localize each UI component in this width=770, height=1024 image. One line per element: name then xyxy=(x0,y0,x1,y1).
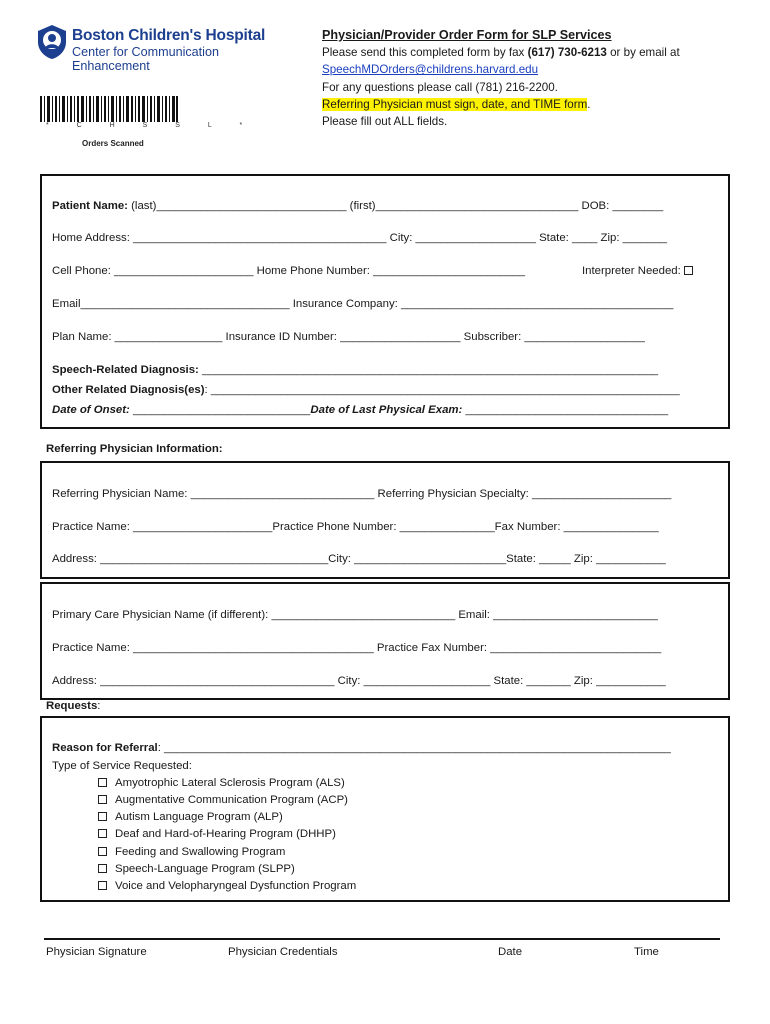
interpreter-label: Interpreter Needed: xyxy=(582,265,681,277)
requests-colon: : xyxy=(97,700,101,712)
service-option-voice[interactable] xyxy=(98,880,356,892)
signature-line[interactable] xyxy=(44,938,720,940)
department-line-1: Center for Communication xyxy=(72,45,219,59)
referring-practice-row[interactable]: Practice Name: ______________________Practice Phone Number: _______________Fax Number: _______________ xyxy=(52,521,659,533)
service-checkbox[interactable] xyxy=(98,847,107,856)
speech-diagnosis-row[interactable] xyxy=(52,364,658,376)
service-checkbox[interactable] xyxy=(98,795,107,804)
requests-label: Requests xyxy=(46,700,98,712)
date-of-onset-line[interactable]: ____________________________ xyxy=(129,404,311,416)
other-diagnosis-line[interactable]: : __________________________________________________________________________ xyxy=(204,384,680,396)
referring-section-title: Referring Physician Information: xyxy=(46,443,223,455)
patient-name-label: Patient Name: xyxy=(52,200,128,212)
plan-row[interactable]: Plan Name: _________________ Insurance ID Number: ___________________ Subscriber: ___________________ xyxy=(52,331,645,343)
service-option-dhhp[interactable] xyxy=(98,828,336,840)
email-insurance-row[interactable]: Email_________________________________ Insurance Company: ___________________________________________ xyxy=(52,298,674,310)
service-option-feeding[interactable] xyxy=(98,846,285,858)
patient-name-fields[interactable]: (last)______________________________ (first)________________________________ DOB: ________ xyxy=(127,200,664,212)
form-title: Physician/Provider Order Form for SLP Services xyxy=(322,28,612,42)
speech-diagnosis-label: Speech-Related Diagnosis: xyxy=(52,364,199,376)
time-label: Time xyxy=(634,946,659,958)
other-diagnosis-label: Other Related Diagnosis(es) xyxy=(52,384,205,396)
service-label: Deaf and Hard-of-Hearing Program (DHHP) xyxy=(115,828,336,840)
fill-all-note: Please fill out ALL fields. xyxy=(322,115,448,129)
service-checkbox[interactable] xyxy=(98,829,107,838)
orders-scanned-caption: Orders Scanned xyxy=(82,139,144,148)
service-label: Autism Language Program (ALP) xyxy=(115,811,283,823)
reason-row[interactable] xyxy=(52,742,671,754)
service-checkbox[interactable] xyxy=(98,812,107,821)
form-header xyxy=(322,27,762,130)
barcode-digits: * C H S S L * xyxy=(46,122,256,129)
reason-line[interactable]: : ________________________________________________________________________________ xyxy=(157,742,671,754)
service-label: Voice and Velopharyngeal Dysfunction Program xyxy=(115,880,357,892)
reason-label: Reason for Referral xyxy=(52,742,158,754)
service-label: Amyotrophic Lateral Sclerosis Program (ALS) xyxy=(115,777,345,789)
phone-line: For any questions please call (781) 216-2200. xyxy=(322,80,558,94)
date-label: Date xyxy=(498,946,523,958)
fax-suffix: or by email at xyxy=(606,46,680,60)
signature-requirement-end: . xyxy=(587,97,591,111)
service-label: Augmentative Communication Program (ACP) xyxy=(115,794,348,806)
physician-signature-label: Physician Signature xyxy=(46,946,147,958)
service-option-slpp[interactable] xyxy=(98,863,295,875)
pcp-name-row[interactable]: Primary Care Physician Name (if different): _____________________________ Email: __________________________ xyxy=(52,609,658,621)
service-option-acp[interactable] xyxy=(98,794,348,806)
other-diagnosis-row[interactable] xyxy=(52,384,680,396)
service-option-alp[interactable] xyxy=(98,811,283,823)
order-email-link[interactable]: SpeechMDOrders@childrens.harvard.edu xyxy=(322,63,539,77)
fax-instructions xyxy=(322,44,762,61)
service-label: Speech-Language Program (SLPP) xyxy=(115,863,295,875)
referring-address-row[interactable]: Address: ____________________________________City: ________________________State: _____ Zip: ___________ xyxy=(52,553,666,565)
hospital-seal-icon xyxy=(36,24,68,60)
physician-credentials-label: Physician Credentials xyxy=(228,946,338,958)
referring-name-row[interactable]: Referring Physician Name: _____________________________ Referring Physician Specialty: ______________________ xyxy=(52,488,672,500)
barcode-icon xyxy=(40,96,178,122)
interpreter-needed[interactable] xyxy=(582,265,693,277)
service-label: Feeding and Swallowing Program xyxy=(115,846,286,858)
department-line-2: Enhancement xyxy=(72,59,150,73)
service-type-label: Type of Service Requested: xyxy=(52,760,192,772)
pcp-address-row[interactable]: Address: _____________________________________ City: ____________________ State: _______ Zip: ___________ xyxy=(52,675,666,687)
onset-exam-row[interactable] xyxy=(52,404,668,416)
service-checkbox[interactable] xyxy=(98,778,107,787)
interpreter-checkbox[interactable] xyxy=(684,266,693,275)
requests-section-title xyxy=(46,700,100,712)
hospital-name: Boston Children's Hospital xyxy=(72,27,266,44)
last-exam-label: Date of Last Physical Exam: xyxy=(310,404,463,416)
pcp-practice-row[interactable]: Practice Name: ______________________________________ Practice Fax Number: ___________________________ xyxy=(52,642,662,654)
fax-prefix: Please send this completed form by fax xyxy=(322,46,528,60)
hospital-logo xyxy=(36,24,266,74)
service-checkbox[interactable] xyxy=(98,881,107,890)
patient-name-row[interactable] xyxy=(52,200,663,212)
fax-number: (617) 730-6213 xyxy=(527,46,607,60)
service-checkbox[interactable] xyxy=(98,864,107,873)
phone-row[interactable]: Cell Phone: ______________________ Home Phone Number: ________________________ xyxy=(52,265,526,277)
service-option-als[interactable] xyxy=(98,777,345,789)
date-of-onset-label: Date of Onset: xyxy=(52,404,130,416)
speech-diagnosis-line[interactable]: ________________________________________________________________________ xyxy=(198,364,659,376)
last-exam-line[interactable]: ________________________________ xyxy=(462,404,669,416)
home-address-row[interactable]: Home Address: ________________________________________ City: ___________________ State: ____ Zip: _______ xyxy=(52,232,667,244)
signature-requirement: Referring Physician must sign, date, and TIME form xyxy=(322,97,588,111)
